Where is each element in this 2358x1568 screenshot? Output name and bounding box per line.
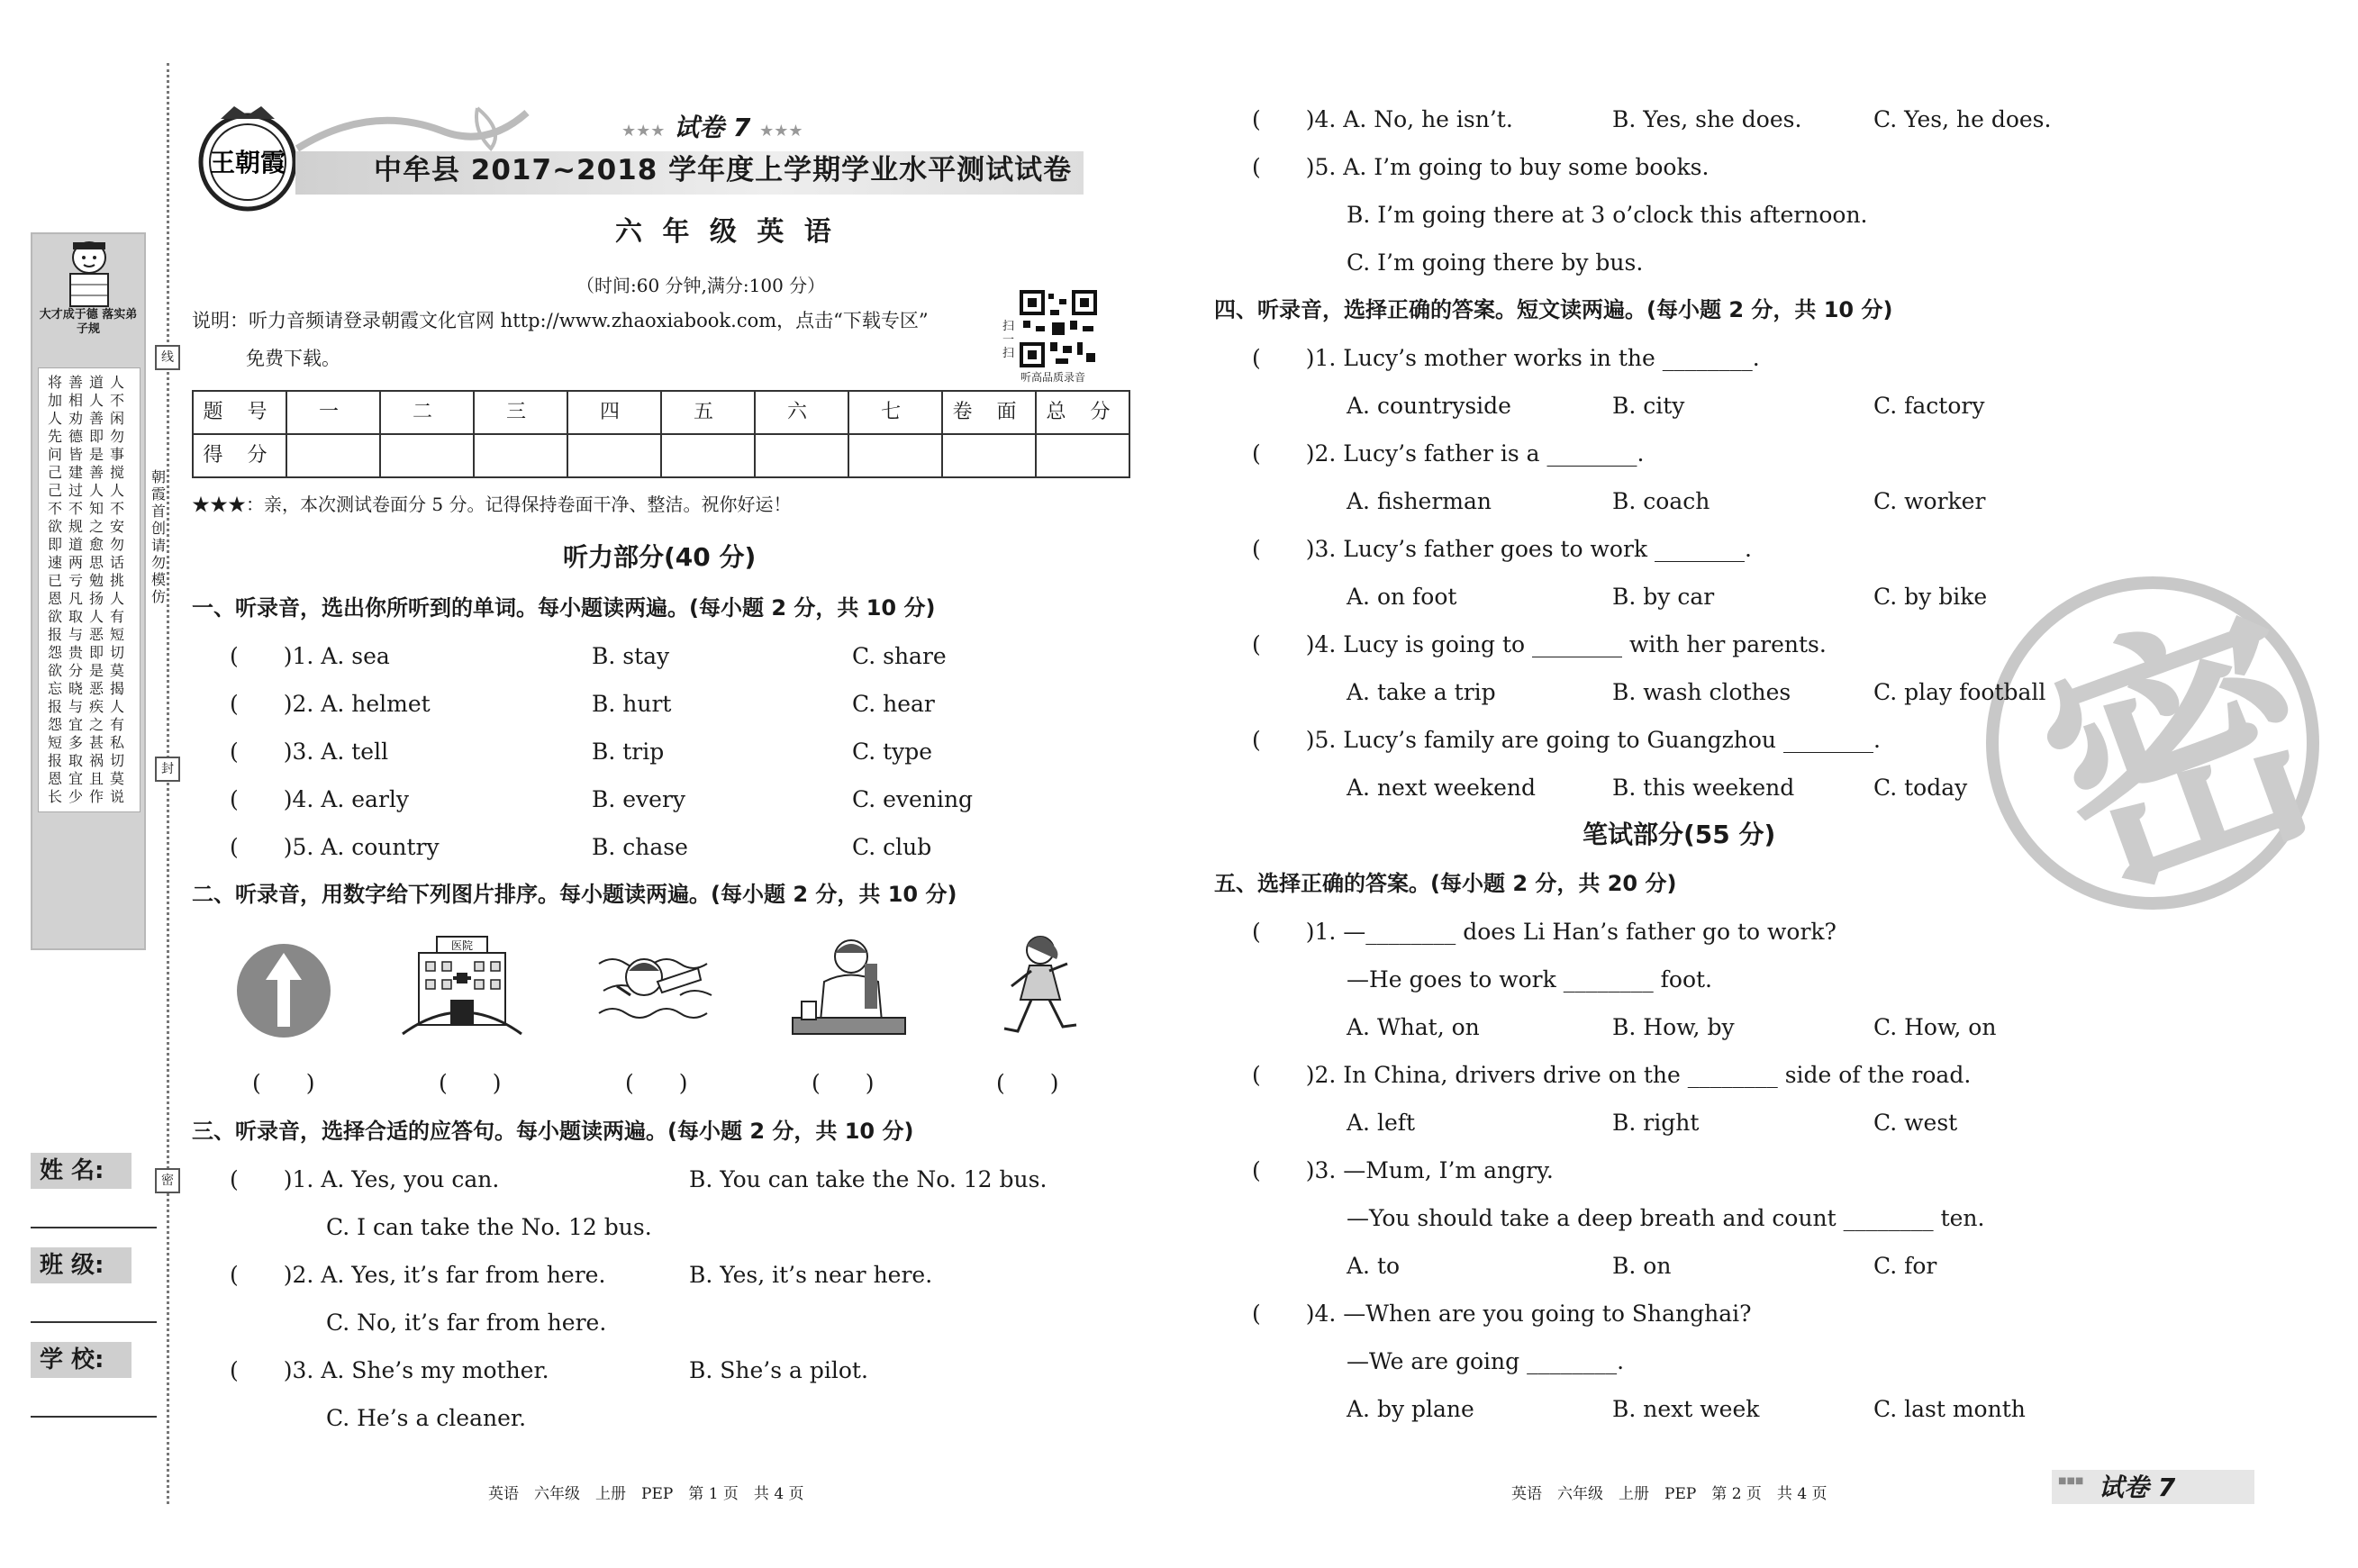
s5-q1-line2: —He goes to work ________ foot. (1347, 966, 1713, 992)
score-header-row (193, 391, 1129, 434)
score-header-cell: 七 (848, 391, 942, 434)
s1-q1-b[interactable]: B. stay (592, 643, 670, 669)
score-cell[interactable] (848, 434, 942, 477)
corner-paper-number: 试卷 7 (2099, 1473, 2176, 1502)
s3-q2-a[interactable]: ( )2. A. Yes, it’s far from here. (230, 1262, 606, 1288)
star-decoration-icon: ★★★ (759, 122, 803, 140)
s3-q1-b[interactable]: B. You can take the No. 12 bus. (689, 1166, 1047, 1192)
s5-q1-b[interactable]: B. How, by (1612, 1014, 1735, 1040)
left-panel (31, 232, 146, 950)
s1-q4-b[interactable]: B. every (592, 786, 686, 812)
section-3-title: 三、听录音，选择合适的应答句。每小题读两遍。(每小题 2 分，共 10 分) (192, 1119, 914, 1144)
s4-q3[interactable]: ( )3. Lucy’s father goes to work ________. (1252, 536, 1752, 562)
s5-q4-a[interactable]: A. by plane (1347, 1396, 1474, 1422)
paper-number-label: ★★★ 试卷 7 ★★★ (621, 113, 803, 142)
score-cell[interactable] (942, 434, 1036, 477)
hospital-sign-text: 医院 (450, 939, 474, 952)
score-table (192, 390, 1130, 478)
s3-q4-a[interactable]: ( )4. A. No, he isn’t. (1252, 106, 1513, 132)
footer-right: 英语 六年级 上册 PEP 第 2 页 共 4 页 (1511, 1485, 1827, 1503)
section-1-title: 一、听录音，选出你所听到的单词。每小题读两遍。(每小题 2 分，共 10 分) (192, 595, 936, 621)
s1-q5-a[interactable]: ( )5. A. country (230, 834, 440, 860)
s4-q1[interactable]: ( )1. Lucy’s mother works in the ________. (1252, 345, 1760, 371)
class-field[interactable] (31, 1321, 157, 1323)
cut-label-secret: 密 (155, 1168, 180, 1193)
s4-q3-a[interactable]: A. on foot (1347, 584, 1457, 610)
s3-q2-c[interactable]: C. No, it’s far from here. (326, 1310, 607, 1336)
writing-heading: 笔试部分(55 分) (1583, 820, 1776, 849)
s1-q3-c[interactable]: C. type (852, 739, 933, 765)
corner-dots-icon: ■■■ (2058, 1476, 2084, 1486)
audio-note-cont: 免费下载。 (246, 348, 340, 369)
s3-q3-b[interactable]: B. She’s a pilot. (689, 1357, 868, 1383)
score-header-cell: 六 (755, 391, 848, 434)
s5-q1-a[interactable]: A. What, on (1347, 1014, 1480, 1040)
footer-left: 英语 六年级 上册 PEP 第 1 页 共 4 页 (488, 1485, 804, 1503)
score-row (193, 434, 1129, 477)
score-header-cell: 二 (380, 391, 474, 434)
s5-q4-c[interactable]: C. last month (1873, 1396, 2026, 1422)
score-cell[interactable] (661, 434, 755, 477)
brand-logo-icon (189, 99, 306, 216)
brand-logo-text: 王朝霞 (209, 148, 286, 177)
s3-q4-b[interactable]: B. Yes, she does. (1612, 106, 1802, 132)
s3-q2-b[interactable]: B. Yes, it’s near here. (689, 1262, 933, 1288)
score-cell[interactable] (380, 434, 474, 477)
s4-q4[interactable]: ( )4. Lucy is going to ________ with her parents. (1252, 631, 1827, 657)
s1-q2-c[interactable]: C. hear (852, 691, 935, 717)
s1-q2-a[interactable]: ( )2. A. helmet (230, 691, 431, 717)
exam-title: 中牟县 2017~2018 学年度上学期学业水平测试试卷 (374, 154, 1073, 186)
section-4-title: 四、听录音，选择正确的答案。短文读两遍。(每小题 2 分，共 10 分) (1214, 297, 1893, 322)
s5-q3-line2: —You should take a deep breath and count ________ ten. (1347, 1205, 1985, 1231)
name-label: 姓 名: (31, 1153, 132, 1189)
swimmer-icon (594, 928, 721, 1045)
class-label: 班 级: (31, 1247, 132, 1283)
s4-q4-b[interactable]: B. wash clothes (1612, 679, 1791, 705)
s3-q5-b[interactable]: B. I’m going there at 3 o’clock this afternoon. (1347, 202, 1868, 228)
score-header-cell: 三 (474, 391, 567, 434)
section-2-title: 二、听录音，用数字给下列图片排序。每小题读两遍。(每小题 2 分，共 10 分) (192, 882, 957, 907)
picture-blank-2[interactable]: ( ) (439, 1070, 502, 1096)
s3-q5-c[interactable]: C. I’m going there by bus. (1347, 249, 1644, 276)
score-header-cell: 五 (661, 391, 755, 434)
s5-q2-c[interactable]: C. west (1873, 1110, 1958, 1136)
s4-q4-c[interactable]: C. play football (1873, 679, 2046, 705)
score-header-cell: 四 (567, 391, 661, 434)
s5-q3-c[interactable]: C. for (1873, 1253, 1937, 1279)
score-header-cell: 总 分 (1036, 391, 1129, 434)
s5-q2-a[interactable]: A. left (1347, 1110, 1416, 1136)
s1-q3-b[interactable]: B. trip (592, 739, 665, 765)
running-girl-icon (977, 928, 1103, 1045)
s4-q5[interactable]: ( )5. Lucy’s family are going to Guangzhou ________. (1252, 727, 1881, 753)
hospital-icon (401, 928, 527, 1045)
s3-q5-a[interactable]: ( )5. A. I’m going to buy some books. (1252, 154, 1710, 180)
s3-q1-c[interactable]: C. I can take the No. 12 bus. (326, 1214, 652, 1240)
picture-blank-4[interactable]: ( ) (812, 1070, 875, 1096)
s4-q5-b[interactable]: B. this weekend (1612, 775, 1795, 801)
motto: 大才成于德 落实弟子规 (39, 308, 138, 336)
score-row-label: 得 分 (193, 434, 286, 477)
s5-q4-line2: —We are going ________. (1347, 1348, 1625, 1374)
s5-q3-b[interactable]: B. on (1612, 1253, 1672, 1279)
picture-blank-1[interactable]: ( ) (252, 1070, 315, 1096)
score-cell[interactable] (474, 434, 567, 477)
s5-q3[interactable]: ( )3. —Mum, I’m angry. (1252, 1157, 1554, 1183)
s4-q2-c[interactable]: C. worker (1873, 488, 1986, 514)
listening-heading: 听力部分(40 分) (563, 542, 757, 572)
s5-q1-c[interactable]: C. How, on (1873, 1014, 1997, 1040)
s1-q4-a[interactable]: ( )4. A. early (230, 786, 410, 812)
score-cell[interactable] (1036, 434, 1129, 477)
exam-time: （时间:60 分钟,满分:100 分） (576, 275, 826, 296)
s4-q5-a[interactable]: A. next weekend (1347, 775, 1536, 801)
cut-label-line: 线 (155, 345, 180, 370)
s5-q4[interactable]: ( )4. —When are you going to Shanghai? (1252, 1301, 1752, 1327)
neatness-tip: ★★★：亲，本次测试卷面分 5 分。记得保持卷面干净、整洁。祝你好运！ (192, 494, 792, 515)
poem-block: 将善道人 加相人不 人劝善闲 先德即勿 问皆是事 己建善搅 己过人人 不不知不 欲规之安 即道愈勿 速两思话 已亏勉挑 恩凡扬人 欲取人有 报与恶短 怨贵即切 欲分是莫 忘晓恶揭 报与疾人 怨宜之有 短多甚私 报取祸切 恩宜且莫 长少作说 (38, 367, 141, 812)
qr-code-icon[interactable] (1020, 290, 1097, 367)
s4-q4-a[interactable]: A. take a trip (1347, 679, 1496, 705)
secret-stamp-text: 密 (2008, 567, 2358, 943)
s5-q1[interactable]: ( )1. —________ does Li Han’s father go to work? (1252, 919, 1837, 945)
s3-q1-a[interactable]: ( )1. A. Yes, you can. (230, 1166, 500, 1192)
s5-q3-a[interactable]: A. to (1347, 1253, 1401, 1279)
s1-q1-c[interactable]: C. share (852, 643, 947, 669)
school-label: 学 校: (31, 1342, 132, 1378)
s4-q3-b[interactable]: B. by car (1612, 584, 1715, 610)
s4-q3-c[interactable]: C. by bike (1873, 584, 1988, 610)
s1-q3-a[interactable]: ( )3. A. tell (230, 739, 389, 765)
scientist-icon (788, 928, 914, 1045)
s1-q5-c[interactable]: C. club (852, 834, 932, 860)
s1-q1-a[interactable]: ( )1. A. sea (230, 643, 390, 669)
s1-q2-b[interactable]: B. hurt (592, 691, 672, 717)
s3-q4-c[interactable]: C. Yes, he does. (1873, 106, 2052, 132)
s4-q1-a[interactable]: A. countryside (1347, 393, 1511, 419)
cut-line (167, 63, 169, 1504)
subject-title: 六 年 级 英 语 (615, 216, 837, 248)
arrow-sign-icon (225, 928, 351, 1045)
name-field[interactable] (31, 1227, 157, 1228)
s5-q2-b[interactable]: B. right (1612, 1110, 1700, 1136)
qr-caption: 听高品质录音 (1020, 371, 1086, 384)
score-header-cell: 一 (286, 391, 380, 434)
school-field[interactable] (31, 1416, 157, 1418)
s1-q4-c[interactable]: C. evening (852, 786, 974, 812)
picture-blank-5[interactable]: ( ) (996, 1070, 1059, 1096)
s3-q3-c[interactable]: C. He’s a cleaner. (326, 1405, 527, 1431)
s3-q3-a[interactable]: ( )3. A. She’s my mother. (230, 1357, 549, 1383)
score-cell[interactable] (286, 434, 380, 477)
vertical-note: 朝霞首创 请勿模仿 (150, 468, 166, 605)
star-decoration-icon: ★★★ (621, 122, 666, 140)
audio-note: 说明：听力音频请登录朝霞文化官网 http://www.zhaoxiabook.com，点击“下载专区” (192, 310, 929, 331)
s4-q5-c[interactable]: C. today (1873, 775, 1968, 801)
secret-stamp (1986, 567, 2358, 943)
cut-label-seal: 封 (155, 757, 180, 782)
s4-q2-a[interactable]: A. fisherman (1347, 488, 1492, 514)
qr-side-text: 扫一扫 (1002, 320, 1015, 360)
scholar-cartoon-icon (58, 238, 121, 310)
picture-blank-3[interactable]: ( ) (625, 1070, 688, 1096)
score-cell[interactable] (567, 434, 661, 477)
score-header-cell: 卷 面 (942, 391, 1036, 434)
s5-q2[interactable]: ( )2. In China, drivers drive on the ________ side of the road. (1252, 1062, 1972, 1088)
score-header-cell: 题 号 (193, 391, 286, 434)
s5-q4-b[interactable]: B. next week (1612, 1396, 1760, 1422)
s4-q2[interactable]: ( )2. Lucy’s father is a ________. (1252, 440, 1645, 467)
section-5-title: 五、选择正确的答案。(每小题 2 分，共 20 分) (1214, 871, 1677, 896)
s4-q1-b[interactable]: B. city (1612, 393, 1685, 419)
s4-q2-b[interactable]: B. coach (1612, 488, 1710, 514)
score-cell[interactable] (755, 434, 848, 477)
s1-q5-b[interactable]: B. chase (592, 834, 688, 860)
s4-q1-c[interactable]: C. factory (1873, 393, 1985, 419)
